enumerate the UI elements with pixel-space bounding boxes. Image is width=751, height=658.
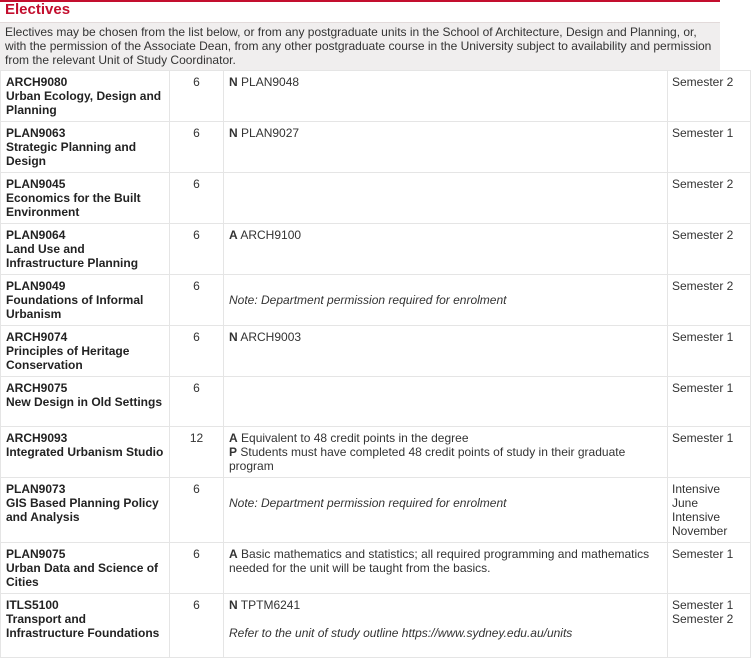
table-row [1, 326, 751, 377]
requirements-cell [224, 173, 668, 224]
unit-cell [1, 543, 170, 594]
unit-code[interactable]: ARCH9075 [6, 381, 68, 395]
unit-code[interactable]: PLAN9075 [6, 547, 66, 561]
unit-name[interactable]: Integrated Urbanism Studio [6, 445, 164, 459]
unit-name[interactable]: Economics for the Built Environment [6, 191, 141, 219]
requirement [229, 330, 663, 344]
session: Semester 1 [672, 431, 734, 445]
unit-code[interactable]: ARCH9074 [6, 330, 68, 344]
session: Intensive November [672, 510, 728, 538]
requirement-text: TPTM6241 [240, 598, 301, 612]
requirements-cell [224, 543, 668, 594]
session: Semester 2 [672, 279, 734, 293]
requirement-text: Students must have completed 48 credit points of study in their graduate program [229, 445, 626, 473]
unit-cell [1, 594, 170, 658]
credit-points: 6 [170, 173, 224, 224]
session-cell [668, 478, 751, 543]
credit-points: 6 [170, 543, 224, 594]
unit-cell [1, 427, 170, 478]
requirement-prefix: P [229, 445, 238, 459]
requirements-cell [224, 377, 668, 427]
credit-points: 12 [170, 427, 224, 478]
requirement-text: Basic mathematics and statistics; all required programming and mathematics needed for the unit will be taught from the basics. [229, 547, 650, 575]
requirement-text: PLAN9048 [241, 75, 300, 89]
enrolment-note: Note: Department permission required for enrolment [229, 293, 507, 307]
session-cell [668, 594, 751, 658]
credit-points: 6 [170, 377, 224, 427]
requirement [229, 445, 663, 473]
session: Semester 1 [672, 381, 734, 395]
section-title: Electives [0, 0, 720, 22]
unit-code[interactable]: PLAN9049 [6, 279, 66, 293]
credit-points: 6 [170, 326, 224, 377]
requirement-prefix: A [229, 431, 238, 445]
table-row [1, 71, 751, 122]
unit-code[interactable]: PLAN9073 [6, 482, 66, 496]
requirement-text: PLAN9027 [241, 126, 300, 140]
session: Semester 1 [672, 598, 734, 612]
requirement-prefix: N [229, 75, 238, 89]
requirements-cell [224, 71, 668, 122]
unit-name[interactable]: New Design in Old Settings [6, 395, 163, 409]
requirements-cell [224, 326, 668, 377]
unit-code[interactable]: ITLS5100 [6, 598, 59, 612]
requirement [229, 126, 663, 140]
spacer [229, 612, 663, 626]
session: Intensive June [672, 482, 721, 510]
requirement [229, 431, 663, 445]
unit-name[interactable]: Strategic Planning and Design [6, 140, 137, 168]
session: Semester 2 [672, 177, 734, 191]
requirements-cell [224, 224, 668, 275]
table-row [1, 594, 751, 658]
unit-name[interactable]: Principles of Heritage Conservation [6, 344, 130, 372]
unit-cell [1, 173, 170, 224]
table-row [1, 122, 751, 173]
session-cell [668, 427, 751, 478]
unit-name[interactable]: Urban Ecology, Design and Planning [6, 89, 162, 117]
requirement [229, 228, 663, 242]
session-cell [668, 377, 751, 427]
requirement [229, 75, 663, 89]
unit-cell [1, 377, 170, 427]
unit-cell [1, 122, 170, 173]
unit-name[interactable]: Land Use and Infrastructure Planning [6, 242, 139, 270]
requirements-cell [224, 275, 668, 326]
session-cell [668, 71, 751, 122]
credit-points: 6 [170, 122, 224, 173]
session-cell [668, 122, 751, 173]
spacer [229, 279, 663, 293]
electives-table [0, 70, 751, 658]
requirements-cell [224, 478, 668, 543]
requirement-text: ARCH9003 [240, 330, 302, 344]
requirement-text: Equivalent to 48 credit points in the degree [241, 431, 469, 445]
intro-paragraph: Electives may be chosen from the list below, or from any postgraduate units in the School of Architecture, Design and Planning, or, with the permission of the Associate Dean, from any other postgraduate course in the University subject to availability and permission from the relevant Unit of Study Coordinator. [0, 22, 720, 70]
credit-points: 6 [170, 224, 224, 275]
table-row [1, 275, 751, 326]
unit-code[interactable]: PLAN9064 [6, 228, 66, 242]
unit-cell [1, 71, 170, 122]
session: Semester 2 [672, 612, 734, 626]
unit-cell [1, 275, 170, 326]
unit-outline-note: Refer to the unit of study outline https://www.sydney.edu.au/units [229, 626, 573, 640]
session: Semester 1 [672, 330, 734, 344]
spacer [229, 482, 663, 496]
requirement-prefix: N [229, 126, 238, 140]
requirements-cell [224, 594, 668, 658]
unit-code[interactable]: PLAN9045 [6, 177, 66, 191]
unit-cell [1, 478, 170, 543]
session-cell [668, 275, 751, 326]
credit-points: 6 [170, 275, 224, 326]
requirement-prefix: A [229, 547, 238, 561]
session: Semester 2 [672, 228, 734, 242]
table-row [1, 224, 751, 275]
requirement-prefix: N [229, 598, 238, 612]
unit-name[interactable]: Foundations of Informal Urbanism [6, 293, 144, 321]
session: Semester 2 [672, 75, 734, 89]
table-row [1, 427, 751, 478]
unit-code[interactable]: PLAN9063 [6, 126, 66, 140]
requirement-text: ARCH9100 [240, 228, 302, 242]
table-row [1, 543, 751, 594]
credit-points: 6 [170, 478, 224, 543]
requirements-cell [224, 122, 668, 173]
unit-name[interactable]: Urban Data and Science of Cities [6, 561, 159, 589]
unit-code[interactable]: ARCH9080 [6, 75, 68, 89]
table-row [1, 173, 751, 224]
unit-code[interactable]: ARCH9093 [6, 431, 68, 445]
session-cell [668, 326, 751, 377]
requirement [229, 547, 663, 575]
credit-points: 6 [170, 594, 224, 658]
enrolment-note: Note: Department permission required for enrolment [229, 496, 507, 510]
session: Semester 1 [672, 547, 734, 561]
session-cell [668, 224, 751, 275]
requirement [229, 598, 663, 612]
table-row [1, 377, 751, 427]
unit-cell [1, 326, 170, 377]
requirement-prefix: N [229, 330, 238, 344]
session: Semester 1 [672, 126, 734, 140]
requirement-prefix: A [229, 228, 238, 242]
credit-points: 6 [170, 71, 224, 122]
session-cell [668, 173, 751, 224]
session-cell [668, 543, 751, 594]
unit-name[interactable]: GIS Based Planning Policy and Analysis [6, 496, 159, 524]
requirements-cell [224, 427, 668, 478]
unit-cell [1, 224, 170, 275]
table-row [1, 478, 751, 543]
unit-name[interactable]: Transport and Infrastructure Foundations [6, 612, 160, 640]
